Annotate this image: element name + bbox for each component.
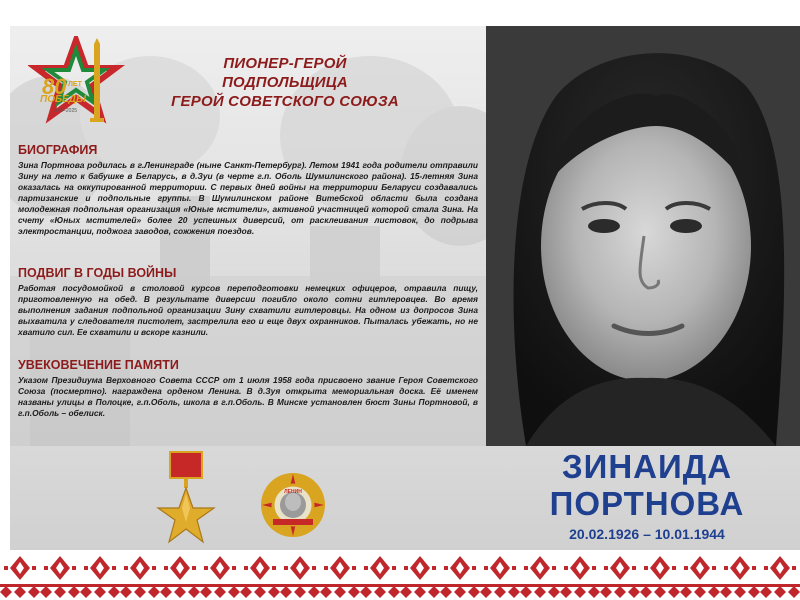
ornament-border xyxy=(0,550,800,600)
hero-dates: 20.02.1926 – 10.01.1944 xyxy=(569,526,725,542)
memory-text: Указом Президиума Верховного Совета СССР от 1 июля 1958 года присвоено звание Героя Советского Союза (посмертно). награждена орденом Ленина. В д.Зуя открыта мемориальная доска. Её именем названы улицы в Полоцке, г.п.Оболь, школа в г.п.Оболь. В Минске установлен бюст Зины Портновой, в г.п.Оболь – обелиск. xyxy=(18,375,478,418)
header-line-1: ПИОНЕР-ГЕРОЙ xyxy=(223,55,347,72)
header-titles xyxy=(150,54,420,111)
header-line-3: ГЕРОЙ СОВЕТСКОГО СОЮЗА xyxy=(171,93,399,110)
gold-star-medal-icon xyxy=(156,450,216,550)
header-line-2: ПОДПОЛЬЩИЦА xyxy=(222,74,348,91)
hero-last-name: ПОРТНОВА xyxy=(549,485,745,522)
feat-section xyxy=(18,266,478,338)
logo-number: 80 xyxy=(42,74,67,99)
feat-text: Работая посудомойкой в столовой курсов переподготовки немецких офицеров, отравила пищу, приготовленную на обед. В результате диверсии погибло около сотни гитлеровцев. Во время выполнения задания подпольной организации Зину схватили гитлеровцы. На одном из допросов Зина выхватила у следователя пистолет, застрелила его и еще двух охранников. Пыталась убежать, но не хватило сил. Ее схватили и вскоре казнили. xyxy=(18,283,478,337)
logo-victory-word: ПОБЕДЫ xyxy=(40,94,86,105)
biography-title: БИОГРАФИЯ xyxy=(18,143,98,157)
order-of-lenin-icon xyxy=(258,470,328,540)
biography-section xyxy=(18,143,478,237)
victory-80-logo xyxy=(28,36,138,126)
portrait-photo xyxy=(486,26,800,446)
memory-section xyxy=(18,358,478,419)
order-inscription: ЛЕНИН xyxy=(284,489,302,495)
logo-period: 1945–2025 xyxy=(52,108,78,114)
memory-title: УВЕКОВЕЧЕНИЕ ПАМЯТИ xyxy=(18,358,179,372)
biography-text: Зина Портнова родилась в г.Ленинграде (ныне Санкт-Петербург). Летом 1941 года родители отправили Зину на лето к бабушке в Беларусь, в д.Зуи (в черте г.п. Оболь Шумилинского района). 15-летняя Зина оказалась на оккупированной территории. С первых дней войны на территории Беларуси создавались партизанские и подпольные группы. В Шумилинском районе Витебской области была создана молодежная подпольная организация «Юные мстители», активной участницей которой стала Зина. На счету «Юных мстителей» более 20 успешных диверсий, от расклеивания листовок, до подрыва электростанции, поджога заводов, сожжения поездов. xyxy=(18,160,478,236)
hero-first-name: ЗИНАИДА xyxy=(561,448,733,485)
hero-name-block xyxy=(527,448,767,542)
logo-years-word: ЛЕТ xyxy=(68,81,82,88)
feat-title: ПОДВИГ В ГОДЫ ВОЙНЫ xyxy=(18,266,177,280)
